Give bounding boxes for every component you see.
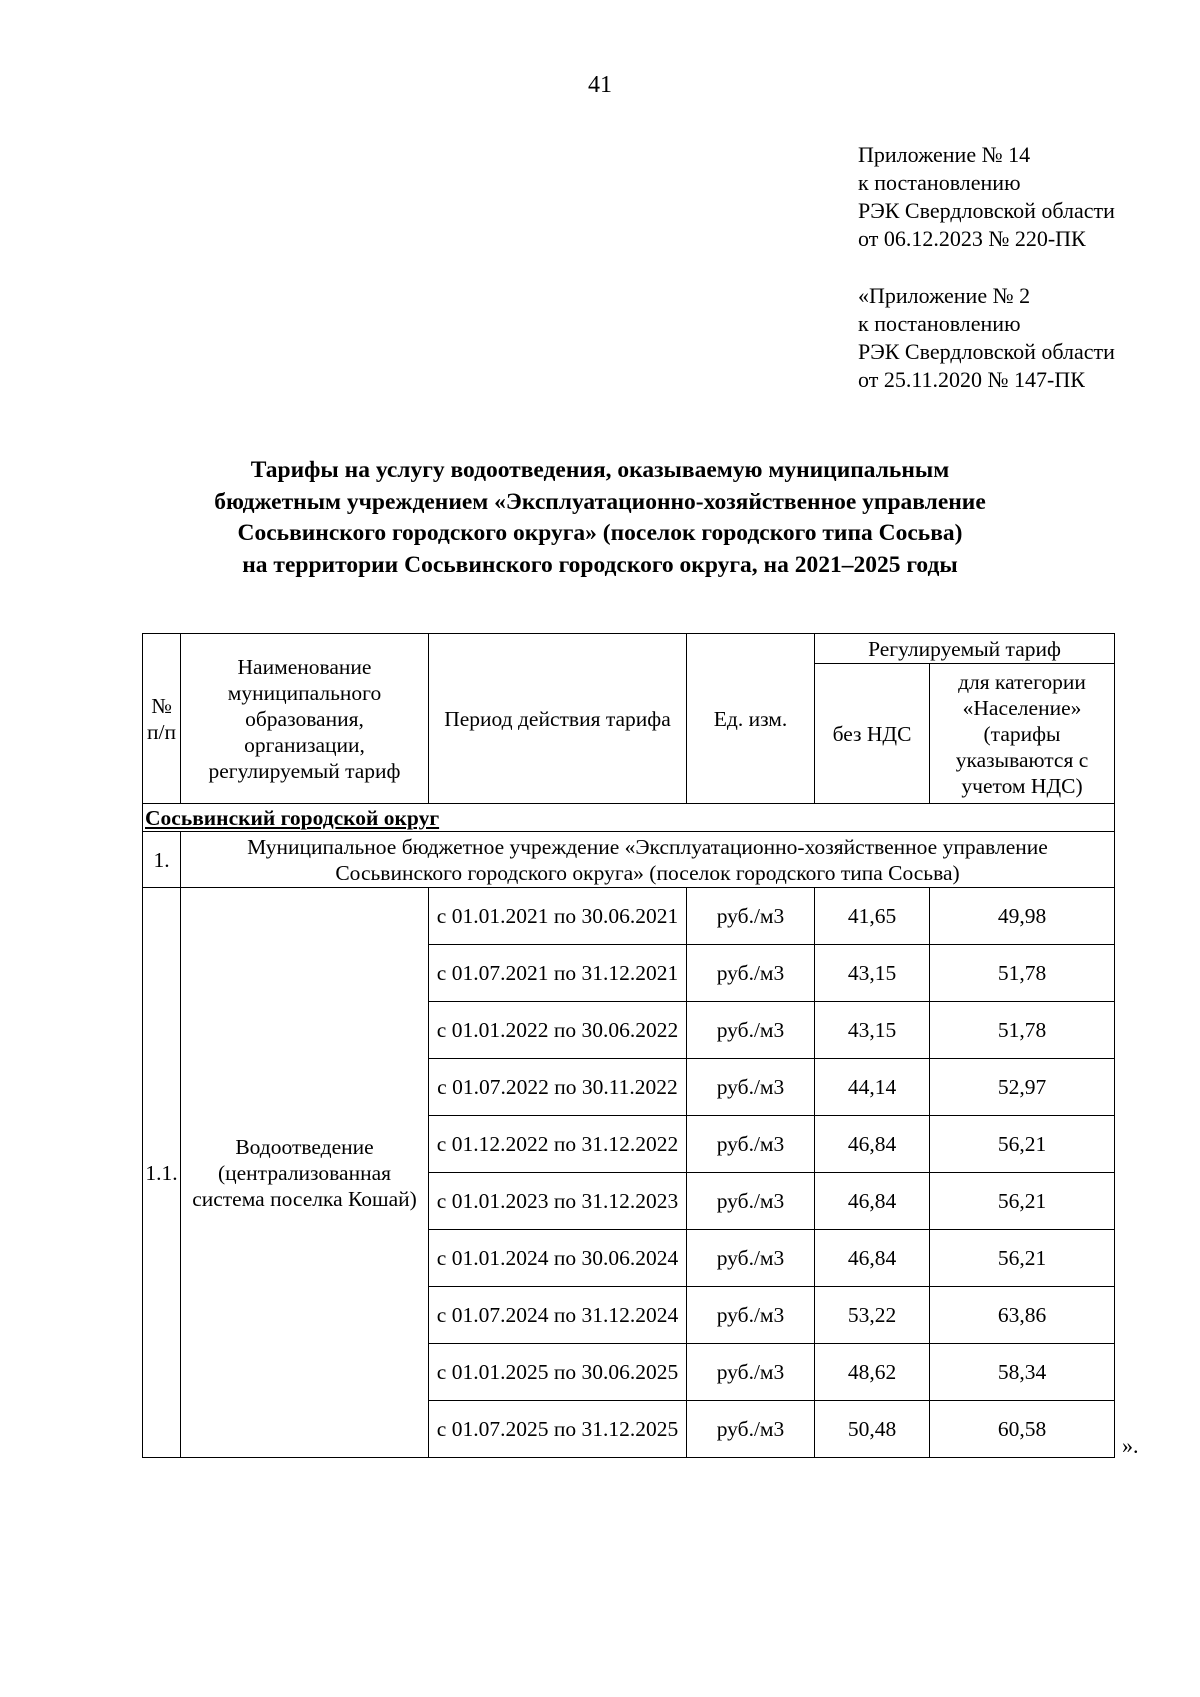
- header-name: Наименование муниципального образования, организации, регулируемый тариф: [181, 634, 429, 804]
- unit-cell: руб./м3: [687, 1002, 815, 1059]
- appendix-current-line: от 06.12.2023 № 220-ПК: [858, 226, 1086, 251]
- period-cell: с 01.07.2024 по 31.12.2024: [429, 1287, 687, 1344]
- population-cell: 56,21: [930, 1173, 1115, 1230]
- population-cell: 56,21: [930, 1116, 1115, 1173]
- no-vat-cell: 46,84: [815, 1116, 930, 1173]
- population-cell: 60,58: [930, 1401, 1115, 1458]
- period-cell: с 01.01.2024 по 30.06.2024: [429, 1230, 687, 1287]
- period-cell: с 01.07.2021 по 31.12.2021: [429, 945, 687, 1002]
- header-period: Период действия тарифа: [429, 634, 687, 804]
- unit-cell: руб./м3: [687, 1173, 815, 1230]
- population-cell: 51,78: [930, 945, 1115, 1002]
- population-cell: 52,97: [930, 1059, 1115, 1116]
- title-line: Тарифы на услугу водоотведения, оказываемую муниципальным: [250, 457, 950, 483]
- no-vat-cell: 43,15: [815, 945, 930, 1002]
- tariff-row: [143, 888, 1115, 945]
- unit-cell: руб./м3: [687, 1059, 815, 1116]
- tariff-table: [142, 633, 1115, 1458]
- service-num: 1.1.: [143, 888, 181, 1458]
- appendix-original: [858, 282, 1115, 394]
- period-cell: с 01.01.2021 по 30.06.2021: [429, 888, 687, 945]
- population-cell: 63,86: [930, 1287, 1115, 1344]
- page-number: 41: [588, 72, 612, 98]
- unit-cell: руб./м3: [687, 1287, 815, 1344]
- period-cell: с 01.01.2023 по 31.12.2023: [429, 1173, 687, 1230]
- period-cell: с 01.07.2025 по 31.12.2025: [429, 1401, 687, 1458]
- no-vat-cell: 41,65: [815, 888, 930, 945]
- title-line: бюджетным учреждением «Эксплуатационно-хозяйственное управление: [214, 488, 986, 515]
- period-cell: с 01.01.2022 по 30.06.2022: [429, 1002, 687, 1059]
- no-vat-cell: 46,84: [815, 1230, 930, 1287]
- header-regulated-tariff: Регулируемый тариф: [815, 634, 1115, 664]
- unit-cell: руб./м3: [687, 1116, 815, 1173]
- header-no-vat: без НДС: [815, 664, 930, 804]
- organization-num: 1.: [143, 832, 181, 888]
- appendix-original-line: от 25.11.2020 № 147-ПК: [858, 367, 1085, 392]
- population-cell: 51,78: [930, 1002, 1115, 1059]
- unit-cell: руб./м3: [687, 1230, 815, 1287]
- title-line: на территории Сосьвинского городского округа, на 2021–2025 годы: [242, 551, 958, 578]
- population-cell: 56,21: [930, 1230, 1115, 1287]
- header-num: № п/п: [143, 634, 181, 804]
- service-name: Водоотведение (централизованная система поселка Кошай): [181, 888, 429, 1458]
- unit-cell: руб./м3: [687, 888, 815, 945]
- no-vat-cell: 43,15: [815, 1002, 930, 1059]
- header-population: для категории «Население» (тарифы указываются с учетом НДС): [930, 664, 1115, 804]
- appendix-current: [858, 141, 1115, 253]
- appendix-current-line: к постановлению: [858, 170, 1021, 195]
- unit-cell: руб./м3: [687, 1401, 815, 1458]
- closing-quote: ».: [1122, 1433, 1139, 1458]
- section-title: Сосьвинский городской округ: [143, 804, 1115, 832]
- appendix-original-line: «Приложение № 2: [858, 283, 1031, 308]
- period-cell: с 01.07.2022 по 30.11.2022: [429, 1059, 687, 1116]
- header-unit: Ед. изм.: [687, 634, 815, 804]
- period-cell: с 01.12.2022 по 31.12.2022: [429, 1116, 687, 1173]
- title-line: Сосьвинского городского округа» (поселок городского типа Сосьва): [237, 520, 963, 546]
- document-title: [100, 455, 1100, 581]
- no-vat-cell: 44,14: [815, 1059, 930, 1116]
- no-vat-cell: 50,48: [815, 1401, 930, 1458]
- no-vat-cell: 48,62: [815, 1344, 930, 1401]
- appendix-original-line: РЭК Свердловской области: [858, 339, 1115, 364]
- period-cell: с 01.01.2025 по 30.06.2025: [429, 1344, 687, 1401]
- appendix-original-line: к постановлению: [858, 311, 1021, 336]
- population-cell: 49,98: [930, 888, 1115, 945]
- appendix-current-line: Приложение № 14: [858, 142, 1031, 167]
- no-vat-cell: 46,84: [815, 1173, 930, 1230]
- appendix-current-line: РЭК Свердловской области: [858, 198, 1115, 223]
- no-vat-cell: 53,22: [815, 1287, 930, 1344]
- organization-name: Муниципальное бюджетное учреждение «Эксплуатационно-хозяйственное управление Сосьвинского городского округа» (поселок городского типа Сосьва): [181, 832, 1115, 888]
- unit-cell: руб./м3: [687, 1344, 815, 1401]
- unit-cell: руб./м3: [687, 945, 815, 1002]
- population-cell: 58,34: [930, 1344, 1115, 1401]
